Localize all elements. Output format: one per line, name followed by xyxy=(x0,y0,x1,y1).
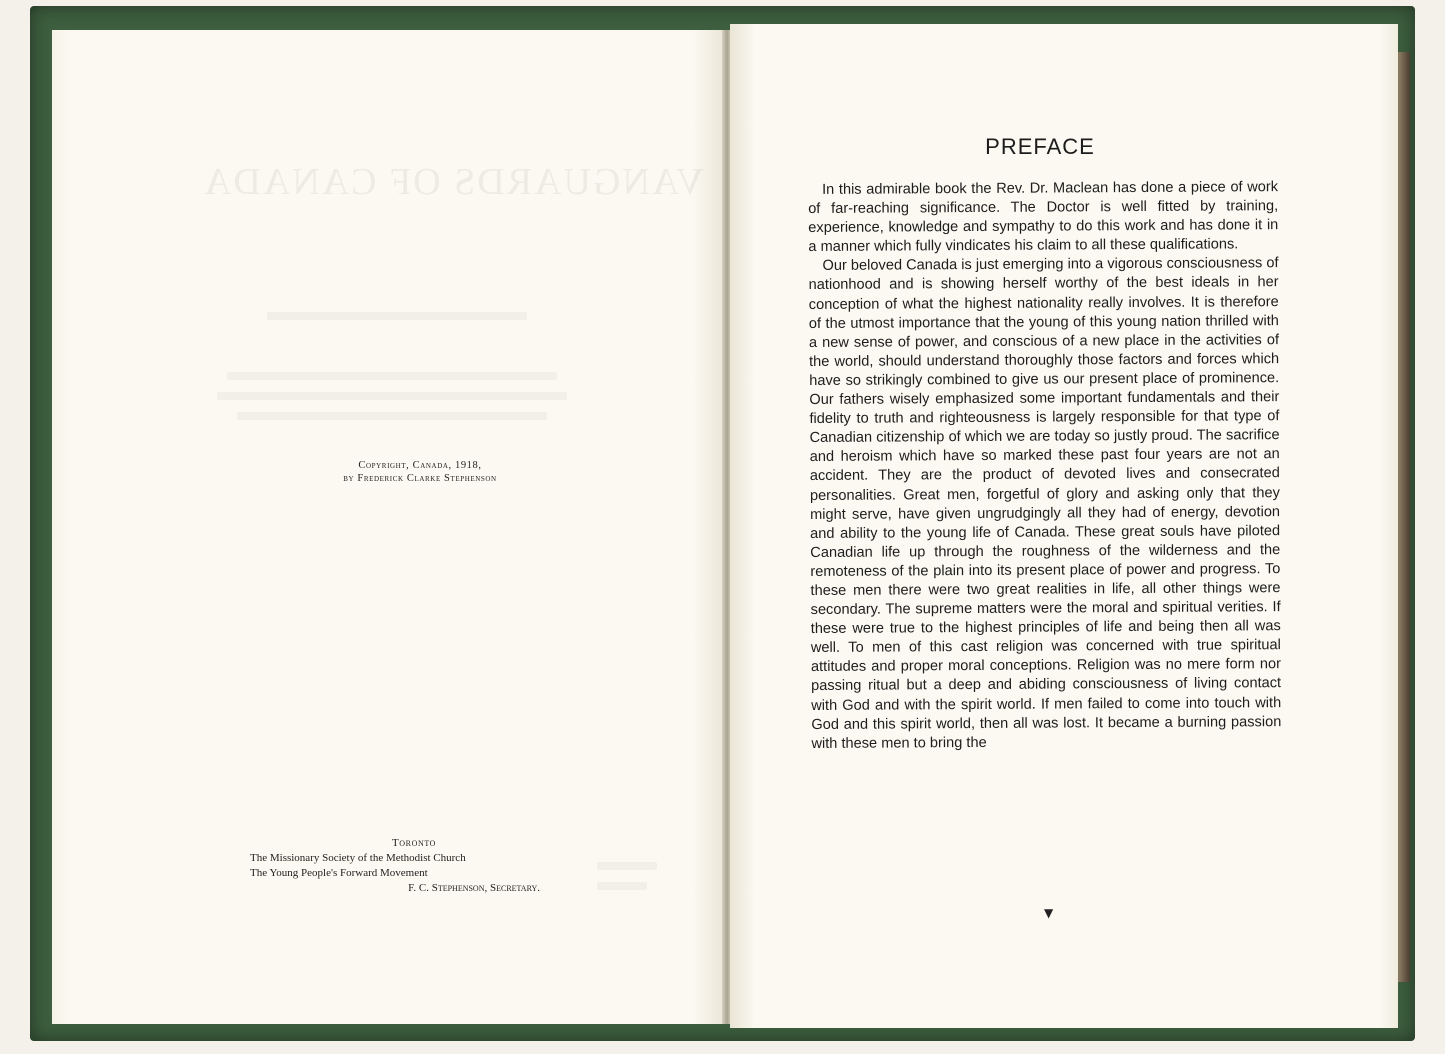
show-through-line xyxy=(267,312,527,320)
copyright-holder: by Frederick Clarke Stephenson xyxy=(343,473,497,484)
show-through-line xyxy=(217,392,567,400)
preface-text xyxy=(808,178,1281,754)
imprint-movement: The Young People's Forward Movement xyxy=(250,867,428,879)
show-through-line xyxy=(597,882,647,890)
publisher-imprint xyxy=(250,836,550,896)
copyright-line: Copyright, Canada, 1918, xyxy=(358,460,482,471)
imprint-city: Toronto xyxy=(391,837,437,849)
show-through-title: VANGUARDS OF CANADA xyxy=(202,161,704,203)
show-through-line xyxy=(237,412,547,420)
show-through-line xyxy=(597,862,657,870)
page-marker: ▼ xyxy=(1044,906,1054,920)
show-through-line xyxy=(227,372,557,380)
preface-paragraph-2: Our beloved Canada is just emerging into a vigorous consciousness of nationhood and is showing herself worthy of the best ideals in her conception of what the highest nationality really involves. It is therefore of the utmost importance that the young of this young nation thrilled with a new sense of power, and conscious of a new place in the activities of the world, should understand thoroughly those factors and forces which have so strikingly combined to give us our present place of prominence. Our fathers wisely emphasized some important fundamentals and their fidelity to truth and righteousness is largely responsible for that type of Canadian citizenship of which we are today so justly proud. The sacrifice and heroism which have so marked these past four years are not an accident. They are the product of devoted lives and consecrated personalities. Great men, forgetful of glory and asking only that they might serve, have given ungrudgingly all they had of energy, devotion and ability to the young life of Canada. These great souls have piloted Canadian life up through the roughness of the wilderness and the remoteness of the plain into its present place of power and progress. To these men there were two great realities in life, all other things were secondary. The supreme matters were the moral and spiritual verities. If these were true to the highest principles of life and being then all was well. To men of this cast religion was concerned with true spiritual attitudes and proper moral conceptions. Religion was no mere form nor passing ritual but a deep and abiding consciousness of living contact with God and with the spirit world. If men failed to come into touch with God and this spirit world, then all was lost. It became a burning passion with these men to bring the xyxy=(808,255,1282,752)
imprint-secretary: F. C. Stephenson, Secretary. xyxy=(408,882,540,894)
imprint-publisher: The Missionary Society of the Methodist Church xyxy=(250,852,466,864)
copyright-notice xyxy=(250,459,590,485)
preface-paragraph-1: In this admirable book the Rev. Dr. Maclean has done a piece of work of far-reaching significance. The Doctor is well fitted by training, experience, knowledge and sympathy to do this work and has done it in a manner which fully vindicates his claim to all these qualifications. xyxy=(808,179,1279,256)
page-title: PREFACE xyxy=(985,134,1095,159)
